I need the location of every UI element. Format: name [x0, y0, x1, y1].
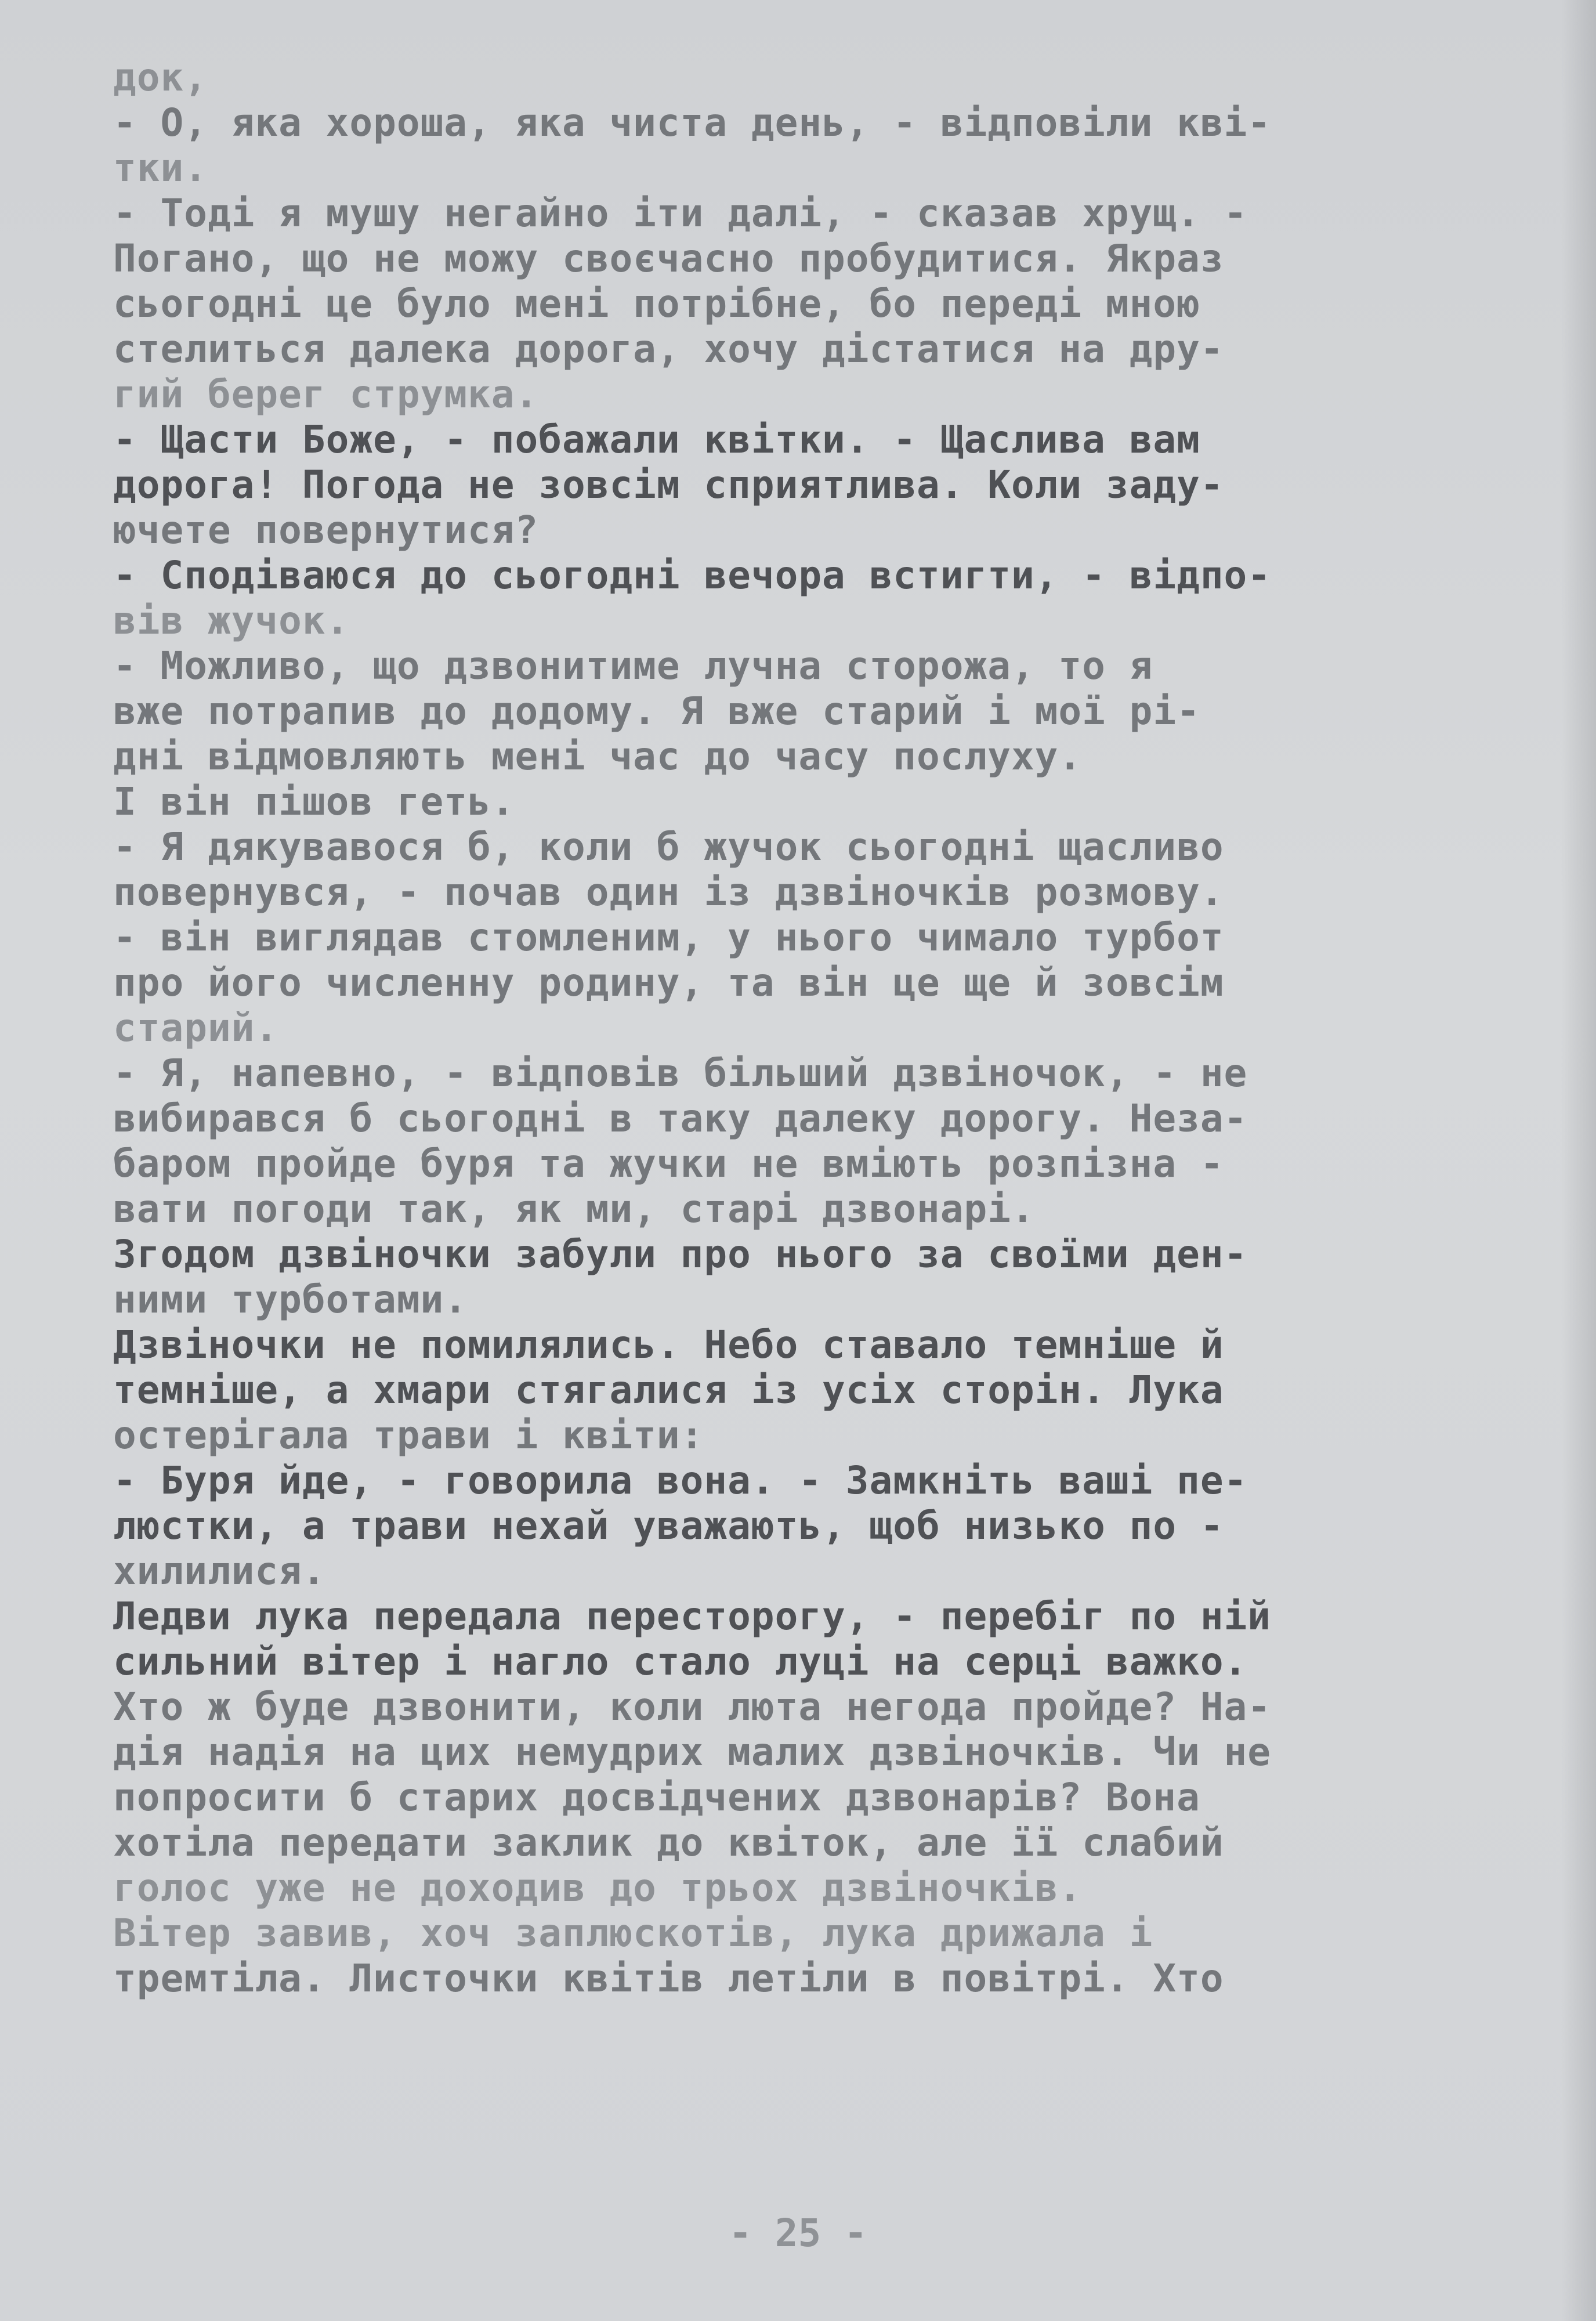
text-line: люстки, а трави нехай уважають, щоб низько по - [113, 1503, 1224, 1548]
text-line: - Буря йде, - говорила вона. - Замкніть ваші пе- [113, 1458, 1248, 1503]
text-line: - Я, напевно, - відповів більший дзвіночок, - не [113, 1051, 1248, 1096]
text-line: вже потрапив до додому. Я вже старий і мої рі- [113, 689, 1200, 733]
text-line: Погано, що не можу своєчасно пробудитися. Якраз [113, 236, 1224, 281]
text-line: хотіла передати заклик до квіток, але її слабий [113, 1820, 1224, 1865]
page-edge-shadow [1561, 0, 1596, 2321]
typewritten-text [113, 55, 1505, 2001]
text-line: Дзвіночки не помилялись. Небо ставало темніше й [113, 1322, 1224, 1367]
text-line: хилилися. [113, 1549, 326, 1593]
text-line: сильний вітер і нагло стало луці на серці важко. [113, 1639, 1248, 1684]
text-line: гий берег струмка. [113, 372, 539, 417]
text-line: вів жучок. [113, 598, 350, 643]
text-line: ними турботами. [113, 1277, 468, 1322]
text-line: - Тоді я мушу негайно іти далі, - сказав хрущ. - [113, 191, 1248, 236]
text-line: - О, яка хороша, яка чиста день, - відповіли кві- [113, 100, 1272, 145]
text-line: док, [113, 55, 208, 100]
text-line: - він виглядав стомленим, у нього чимало турбот [113, 915, 1224, 960]
text-line: І він пішов геть. [113, 779, 515, 824]
text-line: - Щасти Боже, - побажали квітки. - Щаслива вам [113, 417, 1200, 462]
text-line: про його численну родину, та він це ще й зовсім [113, 960, 1224, 1005]
text-line: сьогодні це було мені потрібне, бо переді мною [113, 281, 1200, 326]
text-line: стелиться далека дорога, хочу дістатися на дру- [113, 327, 1224, 371]
text-line: - Сподіваюся до сьогодні вечора встигти, - відпо- [113, 553, 1272, 598]
text-line: дорога! Погода не зовсім сприятлива. Коли заду- [113, 462, 1224, 507]
text-line: попросити б старих досвідчених дзвонарів? Вона [113, 1775, 1200, 1820]
text-line: дія надія на цих немудрих малих дзвіночків. Чи не [113, 1730, 1272, 1774]
text-line: ючете повернутися? [113, 508, 539, 552]
text-line: повернувся, - почав один із дзвіночків розмову. [113, 870, 1224, 914]
text-line: баром пройде буря та жучки не вміють розпізна - [113, 1141, 1224, 1186]
text-line: Хто ж буде дзвонити, коли люта негода пройде? На- [113, 1684, 1272, 1729]
text-line: - Можливо, що дзвонитиме лучна сторожа, то я [113, 643, 1153, 688]
text-line: вибирався б сьогодні в таку далеку дорогу. Неза- [113, 1096, 1248, 1141]
text-line: старий. [113, 1006, 279, 1050]
text-line: Ледви лука передала пересторогу, - перебіг по ній [113, 1594, 1272, 1639]
page-number: - 25 - [729, 2211, 867, 2255]
text-line: Згодом дзвіночки забули про нього за своїми ден- [113, 1232, 1248, 1277]
text-line: вати погоди так, як ми, старі дзвонарі. [113, 1187, 1035, 1231]
text-line: тремтіла. Листочки квітів летіли в повітрі. Хто [113, 1956, 1224, 2001]
text-line: Вітер завив, хоч заплюскотів, лука дрижала і [113, 1911, 1153, 1955]
text-line: дні відмовляють мені час до часу послуху. [113, 734, 1083, 779]
text-line: голос уже не доходив до трьох дзвіночків. [113, 1866, 1083, 1910]
text-line: темніше, а хмари стягалися із усіх сторін. Лука [113, 1368, 1224, 1412]
text-line: тки. [113, 146, 208, 190]
text-line: остерігала трави і квіти: [113, 1413, 704, 1458]
text-line: - Я дякувавося б, коли б жучок сьогодні щасливо [113, 825, 1224, 869]
